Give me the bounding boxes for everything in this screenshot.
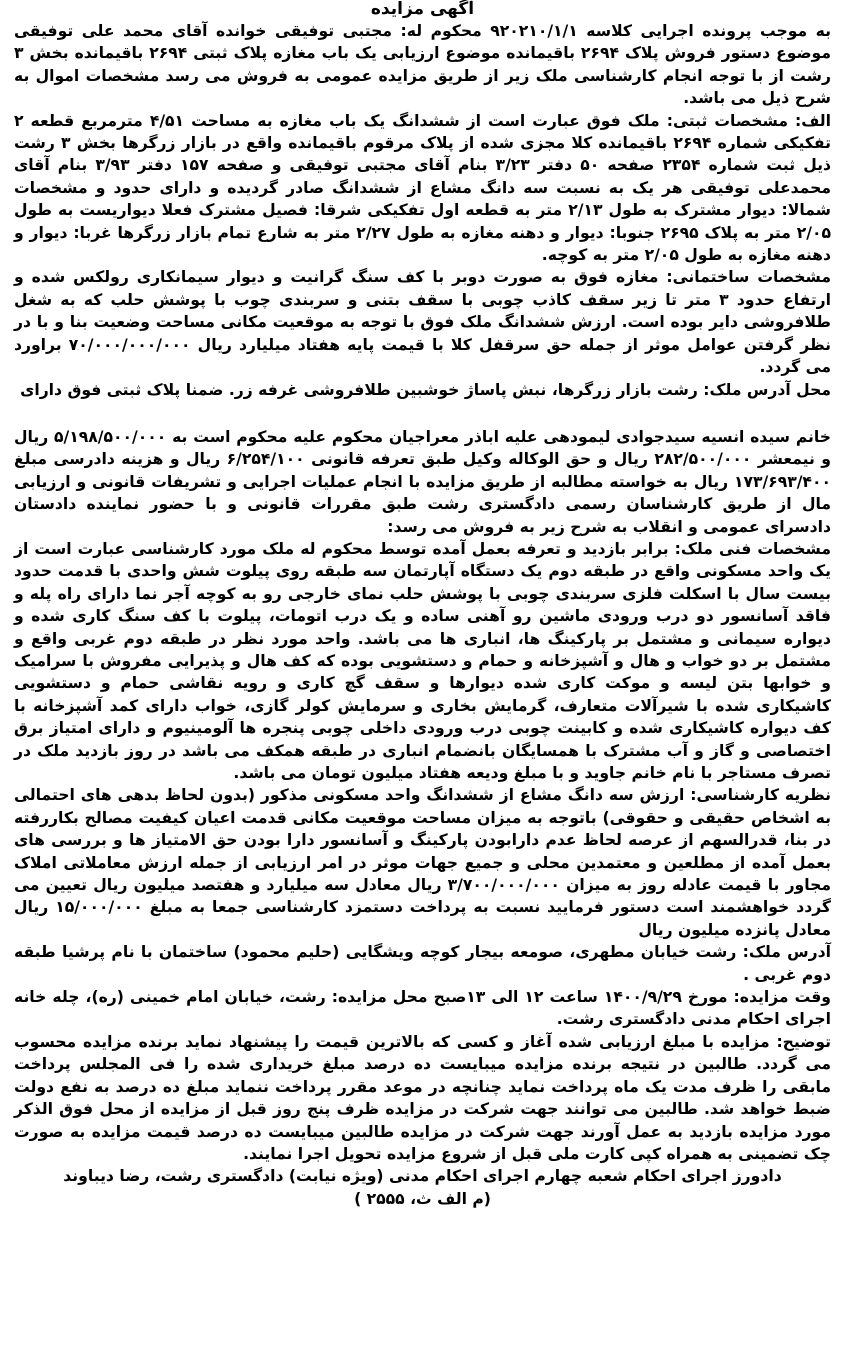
judgment-paragraph: خانم سیده انسیه سیدجوادی لیمودهی علیه اباذر معراجیان محکوم علیه محکوم است به ۵/۱۹۸/۵۰۰/۰۰۰ ریال و نیمعشر ۲۸۲/۵۰۰/۰۰۰ ریال و حق الوکاله وکیل طبق تعرفه قانونی ۶/۲۵۴/۱۰۰ ریال و هزینه دادرسی مبلغ ۱۷۳/۶۹۳/۴۰۰ ریال به خواسته مطالبه از طریق مزایده با انجام عملیات اجرایی و تشریفات قانونی و ارزیابی مال از طریق کارشناسان رسمی دادگستری رشت طبق مقررات قانونی و با حضور نماینده دادستان دادسرای عمومی و انقلاب به شرح زیر به فروش می رسد: xyxy=(14,427,831,536)
apartment-address-paragraph: آدرس ملک: رشت خیابان مطهری، صومعه بیجار کوچه ویشگایی (حلیم محمود) ساختمان با نام پرشیا طبقه دوم غربی . xyxy=(14,943,831,984)
auction-notice xyxy=(14,0,831,1345)
first-case-section xyxy=(14,20,831,401)
reference-number: (م الف ث، ۲۵۵۵ ) xyxy=(354,1189,491,1208)
auction-time-paragraph: وقت مزایده: مورخ ۱۴۰۰/۹/۲۹ ساعت ۱۲ الی ۱۳صبح محل مزایده: رشت، خیابان امام خمینی (ره)، چله خانه اجرای احکام مدنی دادگستری رشت. xyxy=(14,988,831,1029)
notice-title: آگهی مزایده xyxy=(370,0,475,19)
expert-opinion-paragraph: نظریه کارشناسی: ارزش سه دانگ مشاع از ششدانگ واحد مسکونی مذکور (بدون لحاظ بدهی های احتمالی به اشخاص حقیقی و حقوقی) باتوجه به میزان مساحت موقعیت مکانی قدمت اعیان کیفیت مصالح بکاررفته در بنا، قدرالسهم از عرصه لحاظ عدم دارابودن پارکینگ و آسانسور دارا بودن حق الامتیاز ها و بررسی های بعمل آمده از مطلعین و معتمدین محلی و جمیع جهات موثر در امر ارزیابی از جمله ارزش معاملاتی املاک مجاور با قیمت عادله روز به میزان ۳/۷۰۰/۰۰۰/۰۰۰ ریال معادل سه میلیارد و هفتصد میلیون ریال تعیین می گردد خواهشمند است دستور فرمایید نسبت به پرداخت دستمزد کارشناسی جمعا به مبلغ ۱۵/۰۰۰/۰۰۰ ریال معادل پانزده میلیون ریال xyxy=(14,786,832,939)
section-gap xyxy=(14,401,831,426)
technical-specs-paragraph: مشخصات فنی ملک: برابر بازدید و تعرفه بعمل آمده توسط محکوم له ملک مورد کارشناسی عبارت است از یک واحد مسکونی واقع در طبقه دوم یک دستگاه آپارتمان سه طبقه روی پیلوت شش واحدی با قدمت حدود بیست سال با اسکلت فلزی سربندی چوبی با پوشش حلب نمای خارجی رو به کوچه آجر نما دارای راه پله و فاقد آسانسور دو درب ورودی ماشین رو آهنی ساده و یک درب اتومات، پیلوت با کف سنگ کاری شده و دیواره سیمانی و مشتمل بر پارکینگ ها، انباری ها می باشد. واحد مورد نظر در طبقه دوم غربی واقع و مشتمل بر دو خواب و هال و آشپزخانه و حمام و دستشویی بوده که کف هال و پذیرایی مفروش با سرامیک و خوابها بتن لیسه و موکت کاری شده دیوارها و سقف گچ کاری و رویه نقاشی حمام و دستشویی کاشیکاری شده با شیرآلات متعارف، گرمایش بخاری و سرمایش کولر گازی، خواب دارای کمد آشپزخانه با کف دیواره کاشیکاری شده و کابینت چوبی درب ورودی داخلی چوبی پنجره ها آلومینیوم و دارای امتیاز برق اختصاصی و گاز و آب مشترک با همسایگان بانضمام انباری در طبقه همکف می باشد در روز بازدید ملک در تصرف مستاجر با نام خانم جاوید و با مبلغ ودیعه هفتاد میلیون تومان می باشد. xyxy=(14,539,831,782)
second-case-section xyxy=(14,426,831,1210)
signature-line: دادورز اجرای احکام شعبه چهارم اجرای احکام مدنی (ویژه نیابت) دادگستری رشت، رضا دیباوند xyxy=(63,1167,782,1186)
case-intro-paragraph: به موجب پرونده اجرایی کلاسه ۹۲۰۲۱۰/۱/۱ محکوم له: مجتبی توفیقی خوانده آقای محمد علی توفیقی موضوع دستور فروش پلاک ۲۶۹۴ باقیمانده موضوع ارزیابی یک باب مغازه پلاک ثبتی ۲۶۹۴ باقیمانده بخش ۳ رشت از با توجه انجام کارشناسی ملک زیر از طریق مزایده عمومی به فروش می رسد مشخصات اموال به شرح ذیل می باشد. xyxy=(14,22,831,108)
property-address-paragraph: محل آدرس ملک: رشت بازار زرگرها، نبش پاساژ خوشبین طلافروشی غرفه زر. ضمنا پلاک ثبتی فوق دارای xyxy=(20,380,831,399)
building-specs-paragraph: مشخصات ساختمانی: مغازه فوق به صورت دوبر با کف سنگ گرانیت و دیوار سیمانکاری رولکس شده و ارتفاع حدود ۳ متر تا زیر سقف کاذب چوبی با سقف بتنی و سربندی چوب با پوشش حلب که به شغل طلافروشی دایر بوده است. ارزش ششدانگ ملک فوق با توجه به موقعیت مکانی مساحت وضعیت بنا و با در نظر گرفتن عوامل موثر از جمله حق سرقفل کلا با قیمت پایه هفتاد میلیارد ریال ۷۰/۰۰۰/۰۰۰/۰۰۰ براورد می گردد. xyxy=(14,268,831,377)
explanation-paragraph: توضیح: مزایده با مبلغ ارزیابی شده آغاز و کسی که بالاترین قیمت را پیشنهاد نماید برنده مزایده محسوب می گردد. طالبین در نتیجه برنده مزایده میبایست ده درصد مبلغ خریداری شده را فی المجلس پرداخت مابقی را ظرف مدت یک ماه پرداخت نماید چنانچه در موعد مقرر پرداخت ننماید مبلغ ده درصد به نفع دولت ضبط خواهد شد. طالبین می توانند جهت شرکت در مزایده ظرف پنج روز قبل از مزایده از محل فوق الذکر مورد مزایده بازدید به عمل آورند جهت شرکت در مزایده طالبین میبایست ده درصد قیمت مزایده به صورت چک تضمینی به همراه کپی کارت ملی قبل از شروع مزایده تحویل اجرا نمایند. xyxy=(14,1032,831,1163)
registration-specs-paragraph: الف: مشخصات ثبتی: ملک فوق عبارت است از ششدانگ یک باب مغازه به مساحت ۴/۵۱ مترمربع قطعه ۲ تفکیکی شماره ۲۶۹۴ باقیمانده کلا مجزی شده از پلاک مرقوم باقیمانده واقع در بازار زرگرها بخش ۳ رشت ذیل ثبت شماره ۲۳۵۴ صفحه ۵۰ دفتر ۳/۲۳ بنام آقای مجتبی توفیقی و صفحه ۱۵۷ دفتر ۳/۹۳ بنام آقای محمدعلی توفیقی هر یک به نسبت سه دانگ مشاع از ششدانگ صادر گردیده و دارای حدود و مشخصات شمالا: دیوار مشترک به طول ۲/۱۳ متر به قطعه اول تفکیکی شرقا: فصیل مشترک فعلا دیواریست به طول ۲/۰۵ متر به پلاک ۲۶۹۵ جنوبا: دیوار و دهنه مغازه به طول ۲/۲۷ متر به شارع تمام بازار زرگرها غربا: دیوار و دهنه مغازه به طول ۲/۰۵ متر به کوچه. xyxy=(14,111,832,265)
